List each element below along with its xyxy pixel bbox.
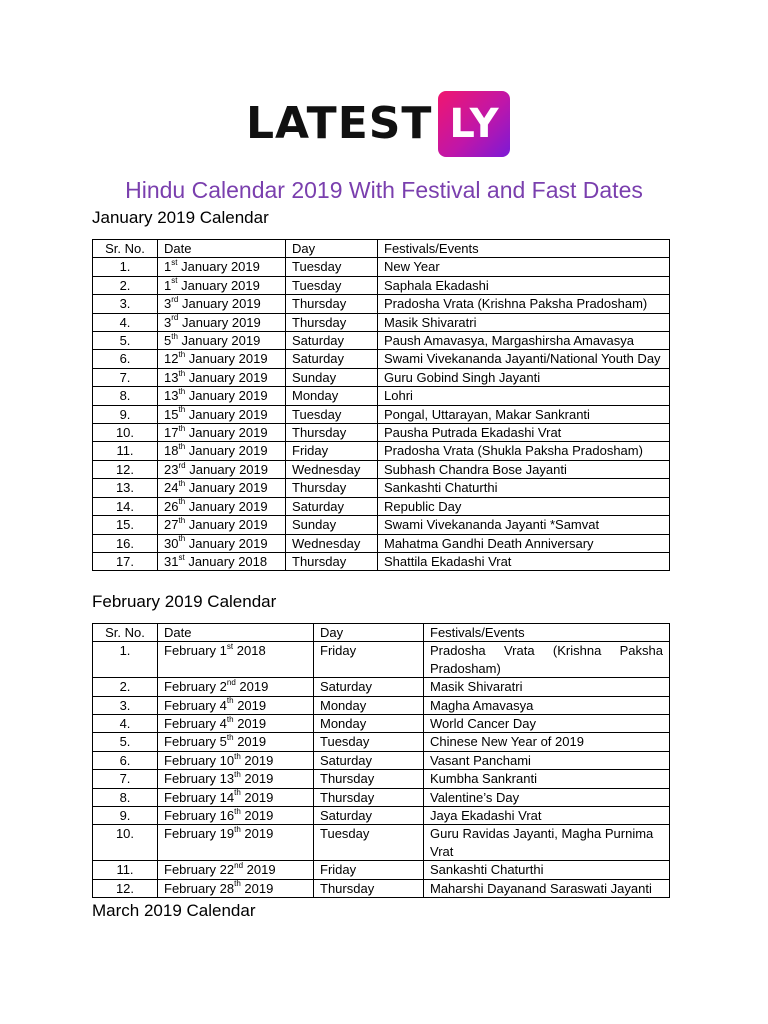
date-year: 2019 bbox=[244, 752, 274, 768]
cell-day: Tuesday bbox=[314, 825, 424, 861]
cell-day: Tuesday bbox=[286, 405, 378, 423]
cell-day: Thursday bbox=[286, 313, 378, 331]
cell-day: Sunday bbox=[286, 516, 378, 534]
table-row bbox=[93, 460, 670, 478]
date-ordinal-suffix: th bbox=[234, 769, 241, 779]
cell-sr-no: 4. bbox=[93, 313, 158, 331]
march-heading: March 2019 Calendar bbox=[92, 901, 256, 920]
cell-sr-no: 6. bbox=[93, 751, 158, 769]
cell-date bbox=[158, 442, 286, 460]
cell-event: Pongal, Uttarayan, Makar Sankranti bbox=[378, 405, 670, 423]
logo-badge bbox=[438, 91, 510, 157]
table-row bbox=[93, 751, 670, 769]
date-month: February bbox=[164, 862, 217, 878]
cell-day: Thursday bbox=[286, 479, 378, 497]
date-year: 2019 bbox=[244, 826, 274, 842]
cell-date bbox=[158, 332, 286, 350]
cell-date bbox=[158, 733, 314, 751]
cell-event: Guru Ravidas Jayanti, Magha Purnima Vrat bbox=[424, 825, 670, 861]
header-sr-no: Sr. No. bbox=[93, 240, 158, 258]
date-ordinal-suffix: th bbox=[178, 497, 186, 507]
cell-date bbox=[158, 424, 286, 442]
date-month-year: January 2019 bbox=[188, 535, 268, 551]
cell-day: Wednesday bbox=[286, 534, 378, 552]
date-month-year: January 2019 bbox=[181, 259, 260, 275]
cell-sr-no: 8. bbox=[93, 788, 158, 806]
cell-day: Thursday bbox=[286, 552, 378, 570]
table-row bbox=[93, 276, 670, 294]
date-month-year: January 2019 bbox=[188, 388, 268, 404]
cell-date bbox=[158, 460, 286, 478]
cell-event: Jaya Ekadashi Vrat bbox=[424, 807, 670, 825]
cell-event: Vasant Panchami bbox=[424, 751, 670, 769]
date-ordinal-suffix: st bbox=[226, 642, 234, 652]
cell-event: Swami Vivekananda Jayanti *Samvat bbox=[378, 516, 670, 534]
table-row bbox=[93, 497, 670, 515]
date-month-year: January 2019 bbox=[188, 498, 268, 514]
date-ordinal-suffix: th bbox=[178, 386, 186, 396]
february-heading: February 2019 Calendar bbox=[92, 592, 277, 611]
cell-date bbox=[158, 751, 314, 769]
cell-sr-no: 12. bbox=[93, 879, 158, 897]
cell-day: Friday bbox=[286, 442, 378, 460]
cell-date bbox=[158, 696, 314, 714]
header-date: Date bbox=[158, 624, 314, 642]
cell-date bbox=[158, 788, 314, 806]
date-ordinal-suffix: th bbox=[178, 442, 186, 452]
date-month: February bbox=[164, 789, 217, 805]
date-day-number: 23 bbox=[164, 461, 179, 477]
date-month-year: January 2019 bbox=[189, 461, 268, 477]
cell-event: Valentine’s Day bbox=[424, 788, 670, 806]
table-row bbox=[93, 825, 670, 861]
cell-day: Thursday bbox=[314, 879, 424, 897]
logo-text: LATEST bbox=[246, 98, 433, 149]
date-day-number: 3 bbox=[164, 314, 172, 330]
date-day-number: 28 bbox=[219, 880, 235, 896]
cell-event: Pradosha Vrata (Krishna Paksha Pradosham) bbox=[424, 642, 670, 678]
header-day: Day bbox=[286, 240, 378, 258]
header-sr-no: Sr. No. bbox=[93, 624, 158, 642]
date-month-year: January 2018 bbox=[188, 553, 268, 569]
date-day-number: 26 bbox=[164, 498, 179, 514]
table-row bbox=[93, 861, 670, 879]
logo-badge-text: LY bbox=[449, 101, 500, 147]
date-day-number: 16 bbox=[219, 808, 235, 824]
date-day-number: 14 bbox=[219, 789, 235, 805]
date-month-year: January 2019 bbox=[181, 296, 261, 312]
cell-event: Masik Shivaratri bbox=[424, 678, 670, 696]
date-month-year: January 2019 bbox=[181, 277, 260, 293]
cell-event: Pradosha Vrata (Krishna Paksha Pradosham) bbox=[378, 295, 670, 313]
date-day-number: 13 bbox=[164, 388, 179, 404]
table-row bbox=[93, 770, 670, 788]
cell-day: Saturday bbox=[314, 807, 424, 825]
cell-sr-no: 16. bbox=[93, 534, 158, 552]
date-ordinal-suffix: rd bbox=[171, 313, 179, 323]
table-row bbox=[93, 642, 670, 678]
cell-date bbox=[158, 405, 286, 423]
table-row bbox=[93, 715, 670, 733]
cell-sr-no: 11. bbox=[93, 861, 158, 879]
date-day-number: 1 bbox=[164, 277, 172, 293]
date-ordinal-suffix: st bbox=[178, 552, 185, 562]
cell-day: Thursday bbox=[314, 788, 424, 806]
cell-event: Saphala Ekadashi bbox=[378, 276, 670, 294]
date-ordinal-suffix: nd bbox=[234, 860, 244, 870]
date-ordinal-suffix: th bbox=[178, 368, 186, 378]
date-month: February bbox=[164, 697, 217, 713]
date-day-number: 12 bbox=[164, 351, 179, 367]
date-day-number: 3 bbox=[164, 296, 172, 312]
date-ordinal-suffix: th bbox=[178, 515, 186, 525]
date-month: February bbox=[164, 808, 217, 824]
cell-day: Sunday bbox=[286, 368, 378, 386]
date-month-year: January 2019 bbox=[181, 333, 261, 349]
date-month: February bbox=[164, 880, 217, 896]
table-row bbox=[93, 788, 670, 806]
date-ordinal-suffix: th bbox=[226, 696, 234, 706]
cell-date bbox=[158, 295, 286, 313]
february-table bbox=[92, 623, 670, 898]
cell-date bbox=[158, 879, 314, 897]
cell-date bbox=[158, 715, 314, 733]
date-month-year: January 2019 bbox=[188, 369, 268, 385]
header-events: Festivals/Events bbox=[378, 240, 670, 258]
date-day-number: 1 bbox=[219, 643, 227, 659]
date-day-number: 5 bbox=[164, 333, 172, 349]
table-row bbox=[93, 442, 670, 460]
date-ordinal-suffix: th bbox=[234, 806, 241, 816]
cell-sr-no: 5. bbox=[93, 733, 158, 751]
table-row bbox=[93, 258, 670, 276]
cell-date bbox=[158, 552, 286, 570]
cell-event: Maharshi Dayanand Saraswati Jayanti bbox=[424, 879, 670, 897]
date-year: 2019 bbox=[239, 679, 269, 695]
table-row bbox=[93, 313, 670, 331]
cell-date bbox=[158, 807, 314, 825]
cell-day: Monday bbox=[314, 715, 424, 733]
cell-day: Monday bbox=[286, 387, 378, 405]
date-ordinal-suffix: nd bbox=[226, 677, 236, 687]
cell-event: Pausha Putrada Ekadashi Vrat bbox=[378, 424, 670, 442]
cell-day: Friday bbox=[314, 861, 424, 879]
cell-date bbox=[158, 387, 286, 405]
date-ordinal-suffix: th bbox=[178, 350, 186, 360]
table-row bbox=[93, 332, 670, 350]
cell-event: Swami Vivekananda Jayanti/National Youth Day bbox=[378, 350, 670, 368]
date-month: February bbox=[164, 679, 217, 695]
date-month: February bbox=[164, 643, 217, 659]
cell-sr-no: 9. bbox=[93, 405, 158, 423]
cell-date bbox=[158, 825, 314, 861]
date-ordinal-suffix: th bbox=[171, 331, 178, 341]
table-row bbox=[93, 295, 670, 313]
date-month: February bbox=[164, 716, 217, 732]
date-day-number: 5 bbox=[219, 734, 227, 750]
date-day-number: 19 bbox=[219, 826, 235, 842]
date-day-number: 30 bbox=[164, 535, 179, 551]
cell-day: Friday bbox=[314, 642, 424, 678]
cell-date bbox=[158, 497, 286, 515]
cell-event: Kumbha Sankranti bbox=[424, 770, 670, 788]
cell-date bbox=[158, 534, 286, 552]
table-header-row bbox=[93, 240, 670, 258]
date-day-number: 31 bbox=[164, 553, 179, 569]
date-year: 2019 bbox=[237, 697, 267, 713]
date-year: 2019 bbox=[246, 862, 276, 878]
latestly-logo bbox=[246, 90, 510, 158]
date-ordinal-suffix: th bbox=[234, 751, 241, 761]
cell-sr-no: 3. bbox=[93, 696, 158, 714]
cell-day: Tuesday bbox=[286, 276, 378, 294]
date-day-number: 17 bbox=[164, 425, 179, 441]
cell-day: Tuesday bbox=[314, 733, 424, 751]
table-row bbox=[93, 405, 670, 423]
cell-day: Tuesday bbox=[286, 258, 378, 276]
date-ordinal-suffix: st bbox=[171, 258, 178, 268]
cell-sr-no: 7. bbox=[93, 368, 158, 386]
date-year: 2019 bbox=[237, 734, 267, 750]
header-date: Date bbox=[158, 240, 286, 258]
date-day-number: 27 bbox=[164, 517, 179, 533]
cell-sr-no: 11. bbox=[93, 442, 158, 460]
cell-date bbox=[158, 770, 314, 788]
date-year: 2019 bbox=[244, 808, 274, 824]
cell-event: Shattila Ekadashi Vrat bbox=[378, 552, 670, 570]
cell-sr-no: 3. bbox=[93, 295, 158, 313]
table-row bbox=[93, 678, 670, 696]
cell-sr-no: 7. bbox=[93, 770, 158, 788]
cell-sr-no: 13. bbox=[93, 479, 158, 497]
date-month-year: January 2019 bbox=[188, 351, 268, 367]
date-month-year: January 2019 bbox=[181, 314, 261, 330]
cell-sr-no: 9. bbox=[93, 807, 158, 825]
table-row bbox=[93, 368, 670, 386]
table-row bbox=[93, 387, 670, 405]
date-ordinal-suffix: th bbox=[234, 788, 241, 798]
cell-event: Chinese New Year of 2019 bbox=[424, 733, 670, 751]
date-month-year: January 2019 bbox=[188, 480, 268, 496]
date-ordinal-suffix: th bbox=[178, 534, 186, 544]
date-ordinal-suffix: rd bbox=[171, 294, 179, 304]
cell-event: World Cancer Day bbox=[424, 715, 670, 733]
table-row bbox=[93, 733, 670, 751]
cell-day: Saturday bbox=[314, 678, 424, 696]
cell-event: Pradosha Vrata (Shukla Paksha Pradosham) bbox=[378, 442, 670, 460]
date-day-number: 4 bbox=[219, 716, 227, 732]
cell-sr-no: 1. bbox=[93, 642, 158, 678]
date-month-year: January 2019 bbox=[188, 443, 268, 459]
cell-sr-no: 8. bbox=[93, 387, 158, 405]
cell-date bbox=[158, 861, 314, 879]
date-year: 2018 bbox=[236, 643, 266, 659]
january-table bbox=[92, 239, 670, 571]
table-header-row bbox=[93, 624, 670, 642]
date-ordinal-suffix: th bbox=[178, 405, 186, 415]
date-day-number: 4 bbox=[219, 697, 227, 713]
date-ordinal-suffix: th bbox=[226, 714, 234, 724]
date-day-number: 15 bbox=[164, 406, 179, 422]
table-row bbox=[93, 552, 670, 570]
date-ordinal-suffix: th bbox=[178, 478, 186, 488]
page-title: Hindu Calendar 2019 With Festival and Fast Dates bbox=[125, 177, 643, 203]
table-row bbox=[93, 879, 670, 897]
cell-event: Mahatma Gandhi Death Anniversary bbox=[378, 534, 670, 552]
cell-event: Sankashti Chaturthi bbox=[378, 479, 670, 497]
date-day-number: 13 bbox=[219, 771, 235, 787]
date-day-number: 24 bbox=[164, 480, 179, 496]
table-row bbox=[93, 534, 670, 552]
cell-day: Monday bbox=[314, 696, 424, 714]
cell-sr-no: 5. bbox=[93, 332, 158, 350]
cell-event: New Year bbox=[378, 258, 670, 276]
table-row bbox=[93, 479, 670, 497]
cell-date bbox=[158, 313, 286, 331]
cell-day: Saturday bbox=[286, 350, 378, 368]
cell-event: Masik Shivaratri bbox=[378, 313, 670, 331]
cell-sr-no: 12. bbox=[93, 460, 158, 478]
cell-event: Lohri bbox=[378, 387, 670, 405]
cell-event: Sankashti Chaturthi bbox=[424, 861, 670, 879]
date-ordinal-suffix: th bbox=[226, 733, 234, 743]
cell-date bbox=[158, 258, 286, 276]
table-row bbox=[93, 424, 670, 442]
date-month-year: January 2019 bbox=[188, 425, 268, 441]
cell-event: Subhash Chandra Bose Jayanti bbox=[378, 460, 670, 478]
cell-event: Magha Amavasya bbox=[424, 696, 670, 714]
date-ordinal-suffix: st bbox=[171, 276, 178, 286]
cell-day: Saturday bbox=[286, 497, 378, 515]
cell-day: Thursday bbox=[314, 770, 424, 788]
date-month: February bbox=[164, 752, 217, 768]
cell-date bbox=[158, 276, 286, 294]
cell-sr-no: 1. bbox=[93, 258, 158, 276]
cell-date bbox=[158, 516, 286, 534]
date-month-year: January 2019 bbox=[188, 517, 268, 533]
date-ordinal-suffix: rd bbox=[178, 460, 186, 470]
date-year: 2019 bbox=[244, 789, 274, 805]
cell-event: Guru Gobind Singh Jayanti bbox=[378, 368, 670, 386]
cell-date bbox=[158, 368, 286, 386]
date-year: 2019 bbox=[244, 880, 274, 896]
cell-sr-no: 10. bbox=[93, 424, 158, 442]
cell-sr-no: 6. bbox=[93, 350, 158, 368]
cell-date bbox=[158, 479, 286, 497]
table-row bbox=[93, 807, 670, 825]
cell-date bbox=[158, 350, 286, 368]
cell-day: Thursday bbox=[286, 424, 378, 442]
date-day-number: 2 bbox=[219, 679, 227, 695]
cell-day: Thursday bbox=[286, 295, 378, 313]
cell-sr-no: 2. bbox=[93, 276, 158, 294]
date-month-year: January 2019 bbox=[188, 406, 268, 422]
date-year: 2019 bbox=[244, 771, 274, 787]
header-events: Festivals/Events bbox=[424, 624, 670, 642]
cell-date bbox=[158, 642, 314, 678]
cell-sr-no: 10. bbox=[93, 825, 158, 861]
january-heading: January 2019 Calendar bbox=[92, 208, 269, 227]
date-month: February bbox=[164, 771, 217, 787]
date-day-number: 13 bbox=[164, 369, 179, 385]
cell-event: Paush Amavasya, Margashirsha Amavasya bbox=[378, 332, 670, 350]
table-row bbox=[93, 696, 670, 714]
cell-event: Republic Day bbox=[378, 497, 670, 515]
table-row bbox=[93, 516, 670, 534]
cell-sr-no: 4. bbox=[93, 715, 158, 733]
cell-day: Saturday bbox=[314, 751, 424, 769]
date-day-number: 1 bbox=[164, 259, 172, 275]
cell-sr-no: 14. bbox=[93, 497, 158, 515]
date-ordinal-suffix: th bbox=[178, 423, 186, 433]
date-ordinal-suffix: th bbox=[234, 825, 241, 835]
cell-date bbox=[158, 678, 314, 696]
cell-sr-no: 2. bbox=[93, 678, 158, 696]
date-day-number: 18 bbox=[164, 443, 179, 459]
cell-sr-no: 17. bbox=[93, 552, 158, 570]
cell-sr-no: 15. bbox=[93, 516, 158, 534]
table-row bbox=[93, 350, 670, 368]
date-month: February bbox=[164, 826, 217, 842]
date-ordinal-suffix: th bbox=[234, 879, 241, 889]
date-day-number: 10 bbox=[219, 752, 235, 768]
cell-day: Wednesday bbox=[286, 460, 378, 478]
date-month: February bbox=[164, 734, 217, 750]
date-day-number: 22 bbox=[219, 862, 235, 878]
date-year: 2019 bbox=[237, 716, 267, 732]
cell-day: Saturday bbox=[286, 332, 378, 350]
header-day: Day bbox=[314, 624, 424, 642]
